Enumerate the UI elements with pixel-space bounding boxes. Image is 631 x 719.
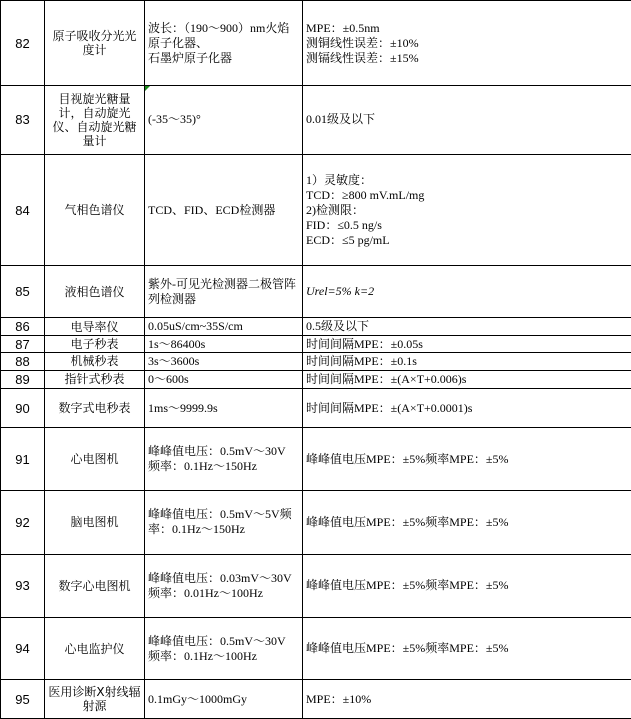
table-row [1, 491, 631, 555]
measurement-range: 峰峰值电压：0.5mV～5V频率：0.1Hz～150Hz [145, 491, 303, 555]
table-row [1, 86, 631, 155]
accuracy-spec: 峰峰值电压MPE：±5%频率MPE：±5% [303, 428, 631, 491]
table-row [1, 154, 631, 265]
row-number: 93 [1, 554, 45, 617]
accuracy-spec: Urel=5% k=2 [303, 266, 631, 318]
cell-comment-marker [145, 86, 150, 91]
row-number: 84 [1, 154, 45, 265]
measurement-range: 1ms～9999.9s [145, 388, 303, 427]
instrument-name: 医用诊断X射线辐射源 [45, 680, 145, 719]
measurement-range: 0.1mGy～1000mGy [145, 680, 303, 719]
instrument-name: 心电图机 [45, 428, 145, 491]
table-row [1, 370, 631, 388]
measurement-range: (-35～35)° [145, 86, 303, 155]
row-number: 95 [1, 680, 45, 719]
row-number: 91 [1, 428, 45, 491]
row-number: 90 [1, 388, 45, 427]
accuracy-spec: 峰峰值电压MPE：±5%频率MPE：±5% [303, 491, 631, 555]
accuracy-spec: 时间间隔MPE：±0.05s [303, 336, 631, 353]
instrument-name: 数字式电秒表 [45, 388, 145, 427]
measurement-range: 紫外-可见光检测器二极管阵列检测器 [145, 266, 303, 318]
instrument-name: 指针式秒表 [45, 370, 145, 388]
accuracy-spec: MPE：±10% [303, 680, 631, 719]
table-row [1, 680, 631, 719]
table-row [1, 317, 631, 335]
row-number: 83 [1, 86, 45, 155]
instrument-name: 电子秒表 [45, 336, 145, 353]
row-number: 85 [1, 266, 45, 318]
accuracy-spec: 峰峰值电压MPE：±5%频率MPE：±5% [303, 554, 631, 617]
accuracy-spec: 0.5级及以下 [303, 317, 631, 335]
row-number: 82 [1, 1, 45, 86]
table-row [1, 554, 631, 617]
accuracy-spec: 峰峰值电压MPE：±5%频率MPE：±5% [303, 617, 631, 680]
row-number: 88 [1, 353, 45, 370]
table-row [1, 617, 631, 680]
measurement-range: 峰峰值电压：0.03mV～30V 频率：0.01Hz～100Hz [145, 554, 303, 617]
instrument-name: 机械秒表 [45, 353, 145, 370]
measurement-range: 峰峰值电压：0.5mV～30V 频率：0.1Hz～150Hz [145, 428, 303, 491]
measurement-range: 0～600s [145, 370, 303, 388]
accuracy-spec: 时间间隔MPE：±(A×T+0.006)s [303, 370, 631, 388]
row-number: 92 [1, 491, 45, 555]
measurement-range: 0.05uS/cm~35S/cm [145, 317, 303, 335]
instrument-name: 数字心电图机 [45, 554, 145, 617]
measurement-range: 3s～3600s [145, 353, 303, 370]
instrument-name: 原子吸收分光光度计 [45, 1, 145, 86]
accuracy-spec: 0.01级及以下 [303, 86, 631, 155]
table-row [1, 428, 631, 491]
measurement-range: 1s～86400s [145, 336, 303, 353]
instrument-name: 电导率仪 [45, 317, 145, 335]
table-row [1, 336, 631, 353]
accuracy-spec: 1）灵敏度： TCD：≥800 mV.mL/mg 2)检测限： FID：≤0.5 ng/s ECD：≤5 pg/mL [303, 154, 631, 265]
table-row [1, 353, 631, 370]
row-number: 94 [1, 617, 45, 680]
measurement-range: 峰峰值电压：0.5mV～30V 频率：0.1Hz～100Hz [145, 617, 303, 680]
instrument-name: 脑电图机 [45, 491, 145, 555]
instrument-name: 气相色谱仪 [45, 154, 145, 265]
measurement-range: 波长：（190～900）nm火焰原子化器、 石墨炉原子化器 [145, 1, 303, 86]
instrument-name: 目视旋光糖量计，自动旋光仪、自动旋光糖量计 [45, 86, 145, 155]
instrument-name: 液相色谱仪 [45, 266, 145, 318]
row-number: 86 [1, 317, 45, 335]
measurement-range: TCD、FID、ECD检测器 [145, 154, 303, 265]
table-row [1, 266, 631, 318]
row-number: 87 [1, 336, 45, 353]
row-number: 89 [1, 370, 45, 388]
accuracy-spec: 时间间隔MPE：±(A×T+0.0001)s [303, 388, 631, 427]
accuracy-spec: MPE：±0.5nm 测铜线性误差：±10% 测镉线性误差：±15% [303, 1, 631, 86]
table-row [1, 388, 631, 427]
instrument-name: 心电监护仪 [45, 617, 145, 680]
table-row [1, 1, 631, 86]
accuracy-spec: 时间间隔MPE：±0.1s [303, 353, 631, 370]
